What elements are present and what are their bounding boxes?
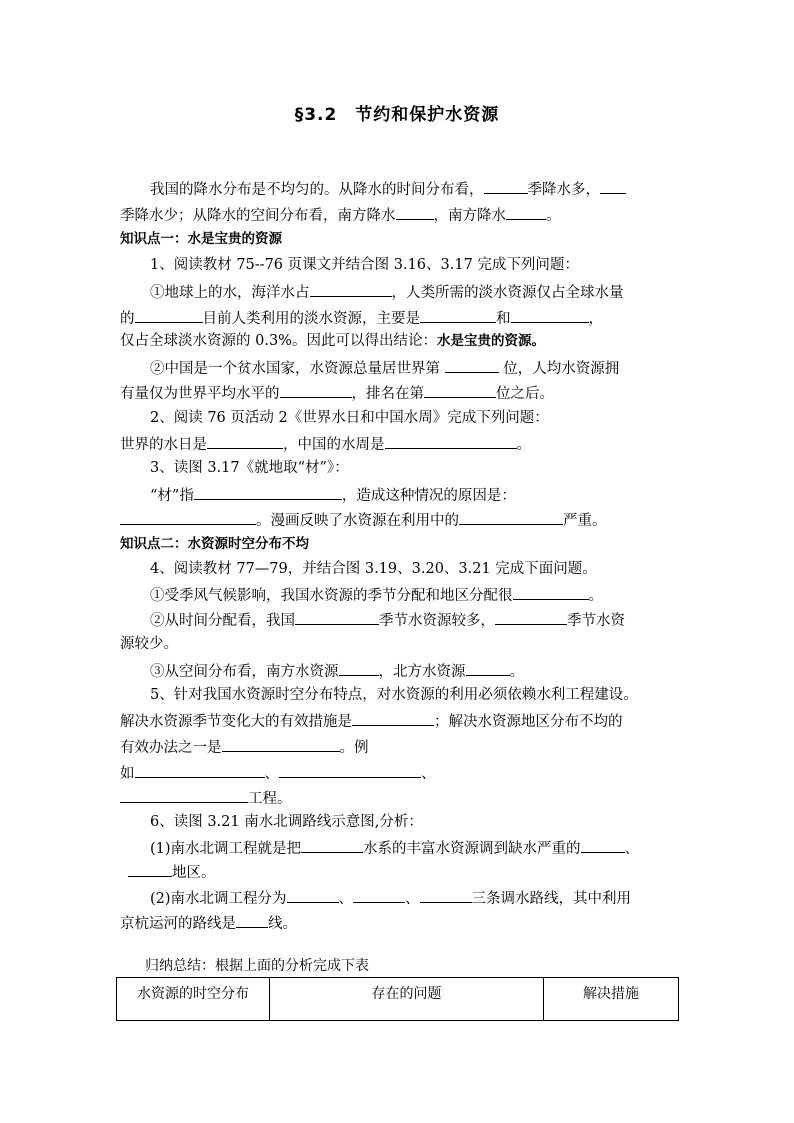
table-row: [117, 978, 679, 1021]
blank[interactable]: [445, 357, 499, 373]
q5-line-3: 如 、 、: [120, 762, 680, 782]
q1-line-1: ①地球上的水，海洋水占 ，人类所需的淡水资源仅占全球水量: [150, 281, 680, 301]
blank[interactable]: [207, 433, 283, 449]
q2-line-1: 世界的水日是 ，中国的水周是 。: [120, 433, 680, 453]
blank[interactable]: [310, 281, 392, 297]
section-heading-1: 知识点一：水是宝贵的资源: [120, 231, 282, 247]
blank[interactable]: [279, 762, 421, 778]
blank[interactable]: [194, 484, 342, 500]
q3-line-2: 。漫画反映了水资源在利用中的 严重。: [120, 509, 680, 529]
q6-line-1: (1)南水北调工程就是把 水系的丰富水资源调到缺水严重的 、: [150, 837, 680, 857]
q3-line-1: “材”指 ，造成这种情况的原因是：: [150, 484, 680, 504]
q5-line-2: 有效办法之一是 。例: [120, 736, 680, 756]
blank[interactable]: [236, 912, 268, 928]
question-3: 3、读图 3.17《就地取“材”》：: [150, 460, 349, 476]
blank[interactable]: [424, 382, 496, 398]
blank[interactable]: [466, 660, 510, 676]
question-1: 1、阅读教材 75--76 页课文并结合图 3.16、3.17 完成下列问题：: [150, 257, 579, 273]
blank[interactable]: [420, 307, 496, 323]
blank[interactable]: [135, 307, 203, 323]
blank[interactable]: [287, 887, 339, 903]
blank[interactable]: [352, 710, 434, 726]
q1-line-5: 有量仅为世界平均水平的 ，排名在第 位之后。: [120, 382, 680, 402]
q5-line-1: 解决水资源季节变化大的有效措施是 ；解决水资源地区分布不均的: [120, 710, 680, 730]
blank[interactable]: [513, 584, 589, 600]
blank[interactable]: [511, 307, 589, 323]
intro-line-1: 我国的降水分布是不均匀的。从降水的时间分布看， 季降水多，: [150, 178, 680, 198]
blank[interactable]: [495, 609, 567, 625]
section-heading-2: 知识点二：水资源时空分布不均: [120, 536, 309, 552]
blank[interactable]: [459, 509, 563, 525]
blank[interactable]: [396, 204, 434, 220]
q4-line-2: ②从时间分配看，我国 季节水资源较多， 季节水资: [150, 609, 680, 629]
blank[interactable]: [339, 660, 379, 676]
blank[interactable]: [128, 861, 172, 877]
blank[interactable]: [295, 609, 379, 625]
question-4: 4、阅读教材 77—79，并结合图 3.19、3.20、3.21 完成下面问题。: [150, 561, 597, 577]
table-header-cell: 存在的问题: [270, 978, 544, 1021]
blank[interactable]: [301, 837, 363, 853]
q5-line-4: 工程。: [120, 787, 680, 807]
question-6: 6、读图 3.21 南水北调路线示意图,分析：: [150, 814, 423, 830]
page-title: §3.2 节约和保护水资源: [294, 105, 500, 125]
blank[interactable]: [280, 382, 352, 398]
summary-table: [116, 977, 679, 1021]
blank[interactable]: [484, 178, 528, 194]
blank[interactable]: [506, 204, 546, 220]
intro-line-2: 季降水少；从降水的空间分布看，南方降水 ，南方降水 。: [120, 204, 680, 224]
q4-line-1: ①受季风气候影响，我国水资源的季节分配和地区分配很 。: [150, 584, 680, 604]
q6-line-3: (2)南水北调工程分为 、 、 三条调水路线，其中利用: [150, 887, 680, 907]
table-header-cell: 解决措施: [544, 978, 679, 1021]
question-2: 2、阅读 76 页活动 2《世界水日和中国水周》完成下列问题：: [150, 410, 549, 426]
summary-text: 归纳总结：根据上面的分析完成下表: [145, 958, 369, 974]
blank[interactable]: [135, 762, 265, 778]
question-5: 5、针对我国水资源时空分布特点，对水资源的利用必须依赖水利工程建设。: [150, 687, 638, 703]
q4-line-4: ③从空间分布看，南方水资源 ，北方水资源 。: [150, 660, 680, 680]
blank[interactable]: [581, 837, 625, 853]
blank[interactable]: [120, 509, 256, 525]
blank[interactable]: [385, 433, 517, 449]
blank[interactable]: [420, 887, 472, 903]
q1-line-2: 的 目前人类利用的淡水资源，主要是 和 ，: [120, 307, 680, 327]
blank[interactable]: [600, 178, 626, 194]
q1-line-4: ②中国是一个贫水国家，水资源总量居世界第 位，人均水资源拥: [150, 357, 680, 377]
q6-line-4: 京杭运河的路线是 线。: [120, 912, 680, 932]
blank[interactable]: [222, 736, 340, 752]
blank[interactable]: [120, 787, 248, 803]
table-header-cell: 水资源的时空分布: [117, 978, 270, 1021]
q4-line-3: 源较少。: [120, 636, 178, 652]
q6-line-2: 地区。: [128, 861, 680, 881]
blank[interactable]: [353, 887, 405, 903]
q1-line-3: 仅占全球淡水资源的 0.3%。因此可以得出结论：水是宝贵的资源。: [120, 333, 545, 349]
